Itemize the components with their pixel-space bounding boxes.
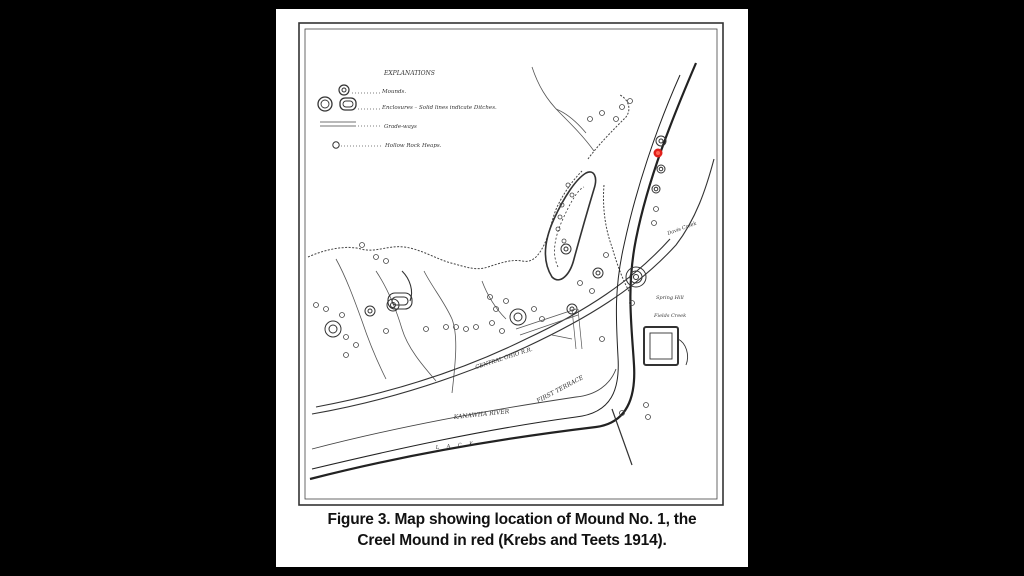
map-legend — [318, 70, 497, 149]
rock-heaps — [314, 99, 659, 420]
grade-way-symbol — [320, 122, 356, 126]
bluff-lines — [308, 95, 630, 293]
legend-label-grade-ways: Grade-ways — [384, 124, 417, 130]
river-label: KANAWHA RIVER — [453, 408, 510, 421]
creek-label-upper: Davis Creek — [666, 220, 698, 237]
railroad-line — [312, 159, 714, 414]
legend-label-enclosures: Enclosures – Solid lines indicate Ditches. — [382, 105, 497, 111]
creek-label-lower: Fields Creek — [654, 313, 687, 319]
caption-line-2: Creel Mound in red (Krebs and Teets 1914). — [357, 532, 667, 549]
square-enclosure — [644, 327, 688, 365]
mound-symbol — [339, 85, 349, 95]
map-figure — [276, 9, 748, 509]
bottom-edge-label: L A C K — [435, 440, 477, 451]
legend-label-mounds: Mounds. — [382, 89, 407, 95]
streams — [336, 67, 594, 393]
creel-mound-marker — [654, 149, 663, 158]
enclosure-symbol — [318, 97, 356, 111]
legend-label-stone-heaps: Hollow Rock Heaps. — [385, 143, 442, 149]
railroad-label: CENTRAL OHIO R.R. — [474, 346, 534, 371]
map-outer-border — [299, 23, 723, 505]
north-arrow — [612, 409, 632, 465]
stone-heap-symbol — [333, 142, 339, 148]
legend-title: EXPLANATIONS — [384, 70, 435, 77]
terrace-label: FIRST TERRACE — [535, 374, 585, 405]
figure-caption — [276, 509, 748, 551]
figure-page — [276, 9, 748, 567]
elongated-enclosure — [545, 172, 595, 280]
map-inner-border — [305, 29, 717, 499]
creek-label-mid: Spring Hill — [656, 295, 684, 301]
caption-line-1: Figure 3. Map showing location of Mound No. 1, the — [327, 511, 697, 528]
